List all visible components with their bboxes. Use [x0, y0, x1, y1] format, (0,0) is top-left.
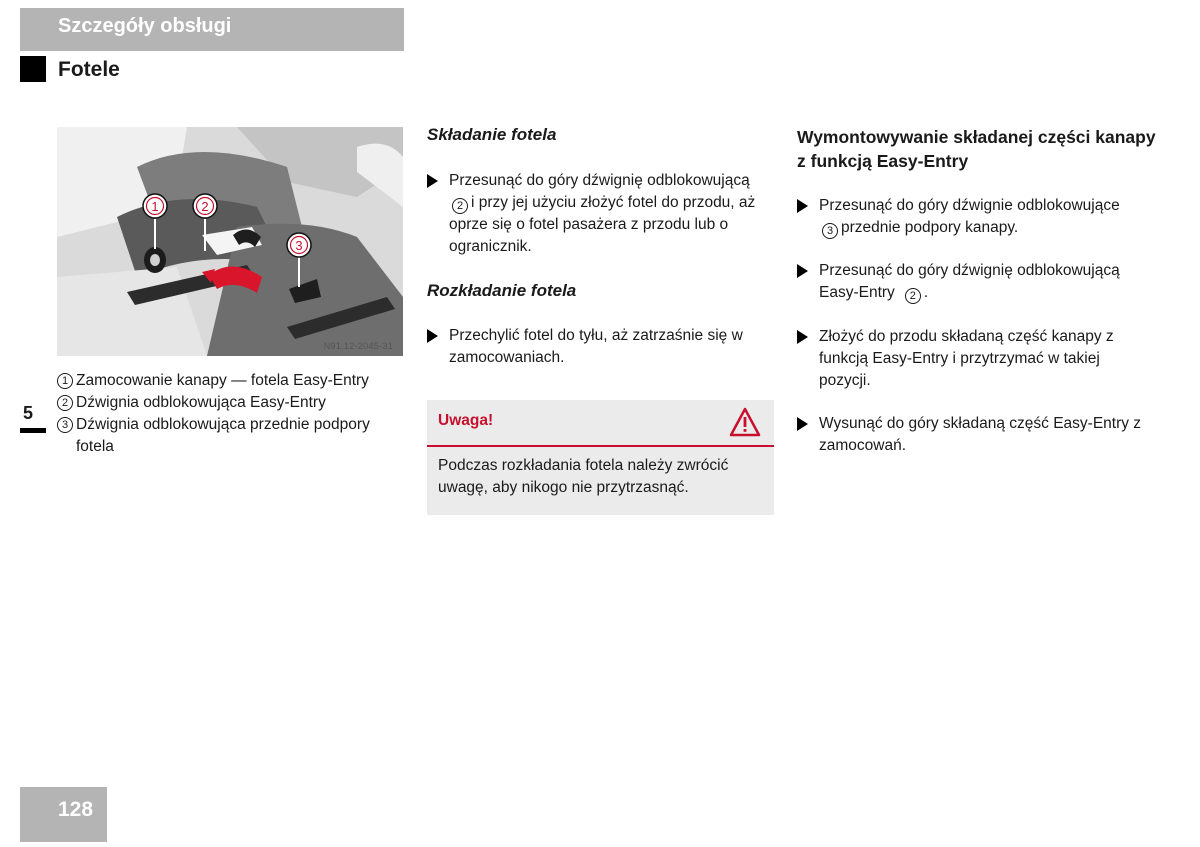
step-arrow-icon	[797, 330, 808, 344]
figure-legend	[57, 370, 407, 458]
removal-step-2	[797, 260, 1157, 304]
warning-divider	[427, 445, 774, 447]
legend-item	[57, 414, 407, 458]
removal-title: Wymontowywanie składanej części kanapy z funkcją Easy-Entry	[797, 127, 1156, 171]
callout-3	[287, 233, 311, 257]
warning-text: Podczas rozkładania fotela należy zwrócić uwagę, aby nikogo nie przytrzasnąć.	[438, 457, 729, 496]
folding-title: Składanie fotela	[427, 125, 557, 144]
legend-item	[57, 370, 407, 392]
section-title: Fotele	[58, 58, 120, 81]
legend-number: 1	[57, 373, 73, 389]
folding-step-text-1: Przesunąć do góry dźwignię odblokowującą	[449, 172, 750, 189]
step-arrow-icon	[797, 264, 808, 278]
step-arrow-icon	[427, 329, 438, 343]
folding-step-text-2: i przy jej użyciu złożyć fotel do przodu, aż oprze się o fotel pasażera z przodu lub o ogranicznik.	[449, 194, 756, 255]
callout-2	[193, 194, 217, 218]
step-arrow-icon	[797, 417, 808, 431]
removal-step-1	[797, 195, 1157, 239]
step-arrow-icon	[797, 199, 808, 213]
page-number-box	[20, 787, 107, 842]
warning-triangle-icon	[728, 406, 762, 438]
callout-1	[143, 194, 167, 218]
legend-item	[57, 392, 407, 414]
removal-step-4-text: Wysunąć do góry składaną część Easy-Entry z zamocowań.	[819, 415, 1142, 454]
chapter-tab	[20, 403, 46, 433]
svg-text:2: 2	[201, 199, 209, 214]
chapter-header	[20, 8, 404, 51]
figure-code: N91.12-2045-31	[323, 341, 393, 351]
unfolding-title: Rozkładanie fotela	[427, 281, 577, 300]
seat-illustration	[57, 127, 403, 356]
legend-text: Dźwignia odblokowująca przednie podpory fotela	[76, 416, 370, 455]
chapter-title: Szczegóły obsługi	[58, 15, 232, 37]
removal-step-1-text-2: przednie podpory kanapy.	[841, 219, 1019, 236]
removal-step-1-text-1: Przesunąć do góry dźwignie odblokowujące	[819, 197, 1120, 214]
warning-box	[427, 400, 774, 515]
removal-step-2-text-1: Przesunąć do góry dźwignię odblokowującą Easy-Entry	[819, 262, 1120, 301]
removal-step-3-text: Złożyć do przodu składaną część kanapy z funkcją Easy-Entry i przytrzymać w takiej pozycji.	[819, 328, 1114, 389]
legend-text: Zamocowanie kanapy — fotela Easy-Entry	[76, 372, 369, 389]
legend-text: Dźwignia odblokowująca Easy-Entry	[76, 394, 326, 411]
lever-number: 2	[452, 198, 468, 214]
step-arrow-icon	[427, 174, 438, 188]
seat-mechanism-photo	[57, 127, 403, 356]
unfolding-step	[427, 325, 767, 369]
chapter-tab-underline	[20, 428, 46, 433]
folding-step	[427, 170, 777, 258]
lever-number: 3	[822, 223, 838, 239]
lever-number: 2	[905, 288, 921, 304]
legend-number: 2	[57, 395, 73, 411]
warning-label: Uwaga!	[438, 412, 494, 429]
unfolding-step-text: Przechylić fotel do tyłu, aż zatrzaśnie się w zamocowaniach.	[449, 327, 743, 366]
page-number: 128	[58, 798, 94, 821]
removal-step-4	[797, 413, 1157, 457]
legend-number: 3	[57, 417, 73, 433]
removal-step-3	[797, 326, 1147, 392]
chapter-number: 5	[23, 403, 34, 423]
svg-text:3: 3	[295, 238, 303, 253]
section-marker	[20, 56, 46, 82]
svg-text:1: 1	[151, 199, 159, 214]
removal-step-2-text-2: .	[923, 284, 929, 301]
